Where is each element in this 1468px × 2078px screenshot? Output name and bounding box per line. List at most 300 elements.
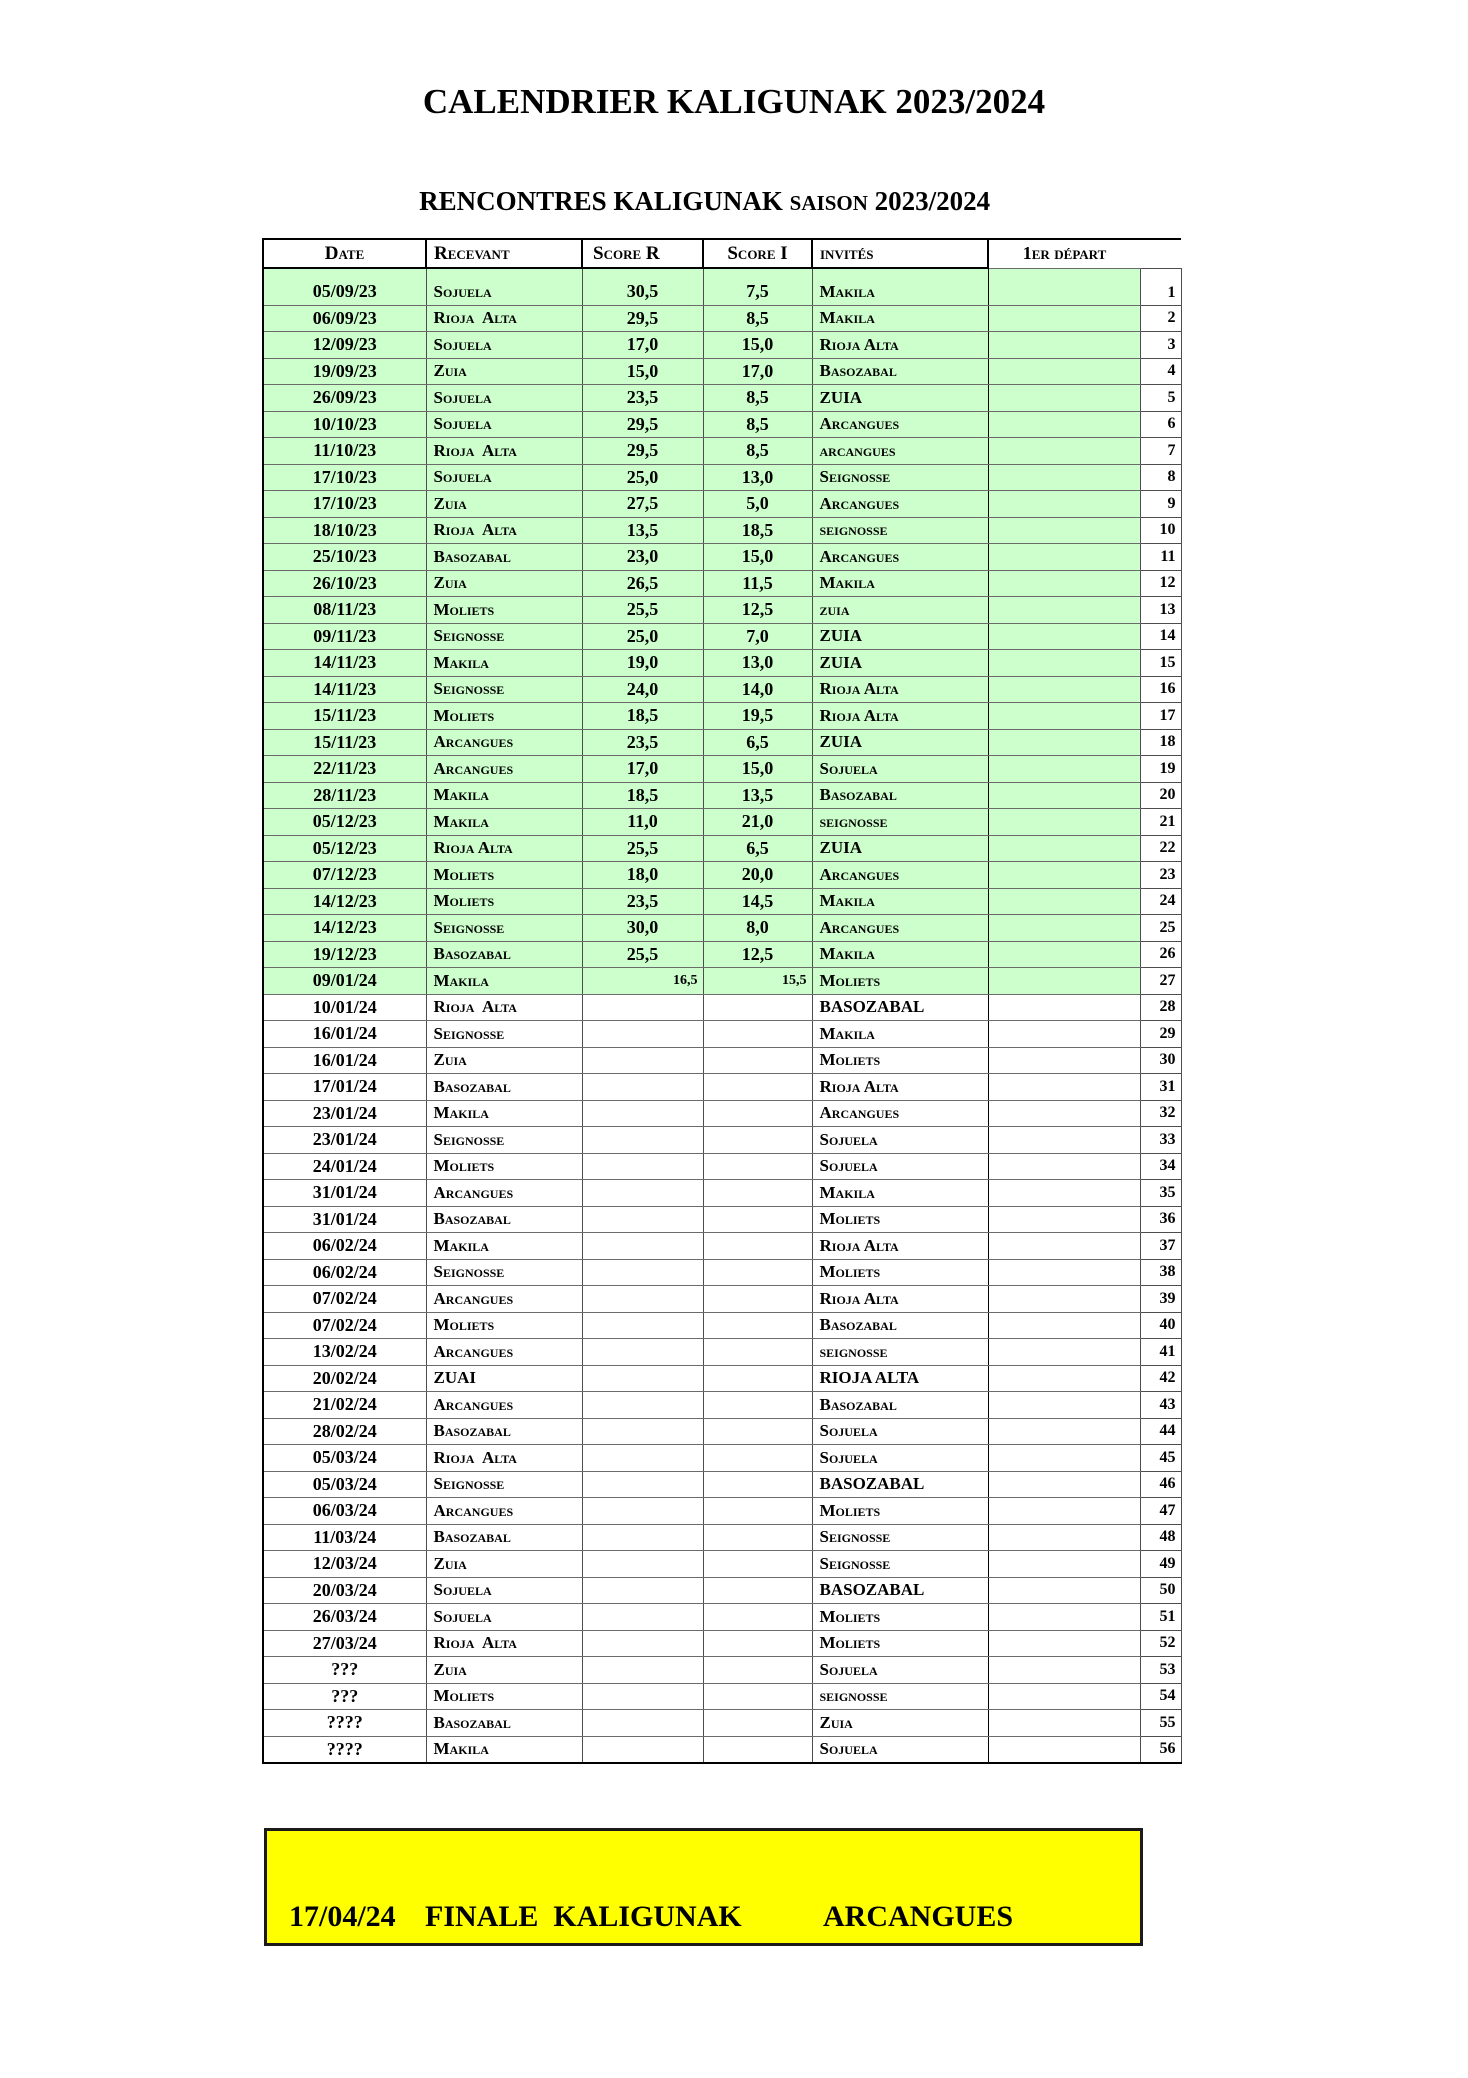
score-r-cell xyxy=(582,1074,703,1101)
match-rows xyxy=(263,268,1181,1763)
score-r-cell xyxy=(582,1736,703,1763)
recevant-cell: Sojuela xyxy=(426,268,582,305)
invite-cell: ZUIA xyxy=(812,385,988,412)
score-r-cell: 24,0 xyxy=(582,676,703,703)
premier-depart-cell xyxy=(988,756,1140,783)
invite-cell: Sojuela xyxy=(812,1418,988,1445)
recevant-cell: Rioja Alta xyxy=(426,1630,582,1657)
row-number-cell: 36 xyxy=(1140,1206,1181,1233)
match-row xyxy=(263,517,1181,544)
recevant-cell: Seignosse xyxy=(426,623,582,650)
recevant-cell: Seignosse xyxy=(426,1021,582,1048)
match-row xyxy=(263,782,1181,809)
invite-cell: Rioja Alta xyxy=(812,1074,988,1101)
match-row xyxy=(263,491,1181,518)
recevant-cell: Moliets xyxy=(426,1312,582,1339)
score-i-cell xyxy=(703,1100,812,1127)
score-i-cell: 5,0 xyxy=(703,491,812,518)
recevant-cell: Moliets xyxy=(426,703,582,730)
premier-depart-cell xyxy=(988,517,1140,544)
match-row xyxy=(263,1577,1181,1604)
score-r-cell: 25,5 xyxy=(582,597,703,624)
row-number-cell: 20 xyxy=(1140,782,1181,809)
match-row xyxy=(263,703,1181,730)
date-cell: 28/02/24 xyxy=(263,1418,426,1445)
premier-depart-cell xyxy=(988,305,1140,332)
row-number-cell: 47 xyxy=(1140,1498,1181,1525)
invite-cell: seignosse xyxy=(812,809,988,836)
invite-cell: Basozabal xyxy=(812,1312,988,1339)
premier-depart-cell xyxy=(988,623,1140,650)
row-number-cell: 45 xyxy=(1140,1445,1181,1472)
premier-depart-cell xyxy=(988,994,1140,1021)
premier-depart-cell xyxy=(988,862,1140,889)
premier-depart-cell xyxy=(988,491,1140,518)
score-i-cell: 12,5 xyxy=(703,597,812,624)
date-cell: 12/03/24 xyxy=(263,1551,426,1578)
row-number-cell: 48 xyxy=(1140,1524,1181,1551)
recevant-cell: Zuia xyxy=(426,570,582,597)
premier-depart-cell xyxy=(988,358,1140,385)
invite-cell: Basozabal xyxy=(812,358,988,385)
date-cell: 21/02/24 xyxy=(263,1392,426,1419)
match-row xyxy=(263,1021,1181,1048)
row-number-cell: 3 xyxy=(1140,332,1181,359)
invite-cell: Basozabal xyxy=(812,1392,988,1419)
premier-depart-cell xyxy=(988,1498,1140,1525)
score-r-cell xyxy=(582,1445,703,1472)
row-number-cell: 28 xyxy=(1140,994,1181,1021)
row-number-cell: 33 xyxy=(1140,1127,1181,1154)
premier-depart-cell xyxy=(988,941,1140,968)
match-row xyxy=(263,268,1181,305)
date-cell: 25/10/23 xyxy=(263,544,426,571)
premier-depart-cell xyxy=(988,332,1140,359)
score-r-cell xyxy=(582,1206,703,1233)
premier-depart-cell xyxy=(988,544,1140,571)
recevant-cell: Basozabal xyxy=(426,1418,582,1445)
premier-depart-cell xyxy=(988,650,1140,677)
recevant-cell: Sojuela xyxy=(426,1577,582,1604)
date-cell: 07/02/24 xyxy=(263,1286,426,1313)
subtitle-saison: SAISON xyxy=(789,191,868,215)
invite-cell: Makila xyxy=(812,888,988,915)
match-row xyxy=(263,941,1181,968)
date-cell: 24/01/24 xyxy=(263,1153,426,1180)
score-i-cell xyxy=(703,994,812,1021)
score-r-cell: 15,0 xyxy=(582,358,703,385)
row-number-cell: 10 xyxy=(1140,517,1181,544)
date-cell: 14/12/23 xyxy=(263,915,426,942)
date-cell: 23/01/24 xyxy=(263,1100,426,1127)
date-cell: 10/01/24 xyxy=(263,994,426,1021)
recevant-cell: Sojuela xyxy=(426,411,582,438)
score-r-cell: 23,5 xyxy=(582,385,703,412)
premier-depart-cell xyxy=(988,1630,1140,1657)
score-r-cell: 13,5 xyxy=(582,517,703,544)
recevant-cell: Arcangues xyxy=(426,1339,582,1366)
invite-cell: ZUIA xyxy=(812,729,988,756)
score-i-cell: 7,0 xyxy=(703,623,812,650)
date-cell: 06/02/24 xyxy=(263,1233,426,1260)
row-number-cell: 55 xyxy=(1140,1710,1181,1737)
invite-cell: Makila xyxy=(812,570,988,597)
score-r-cell xyxy=(582,1180,703,1207)
score-i-cell xyxy=(703,1736,812,1763)
score-r-cell xyxy=(582,1127,703,1154)
invite-cell: Basozabal xyxy=(812,782,988,809)
invite-cell: Seignosse xyxy=(812,1551,988,1578)
invite-cell: BASOZABAL xyxy=(812,1577,988,1604)
score-i-cell xyxy=(703,1524,812,1551)
date-cell: 28/11/23 xyxy=(263,782,426,809)
invite-cell: ZUIA xyxy=(812,650,988,677)
header-row xyxy=(263,239,1181,268)
date-cell: 22/11/23 xyxy=(263,756,426,783)
invite-cell: Moliets xyxy=(812,1604,988,1631)
score-r-cell xyxy=(582,1604,703,1631)
row-number-cell: 4 xyxy=(1140,358,1181,385)
score-r-cell: 19,0 xyxy=(582,650,703,677)
invite-cell: Rioja Alta xyxy=(812,1286,988,1313)
match-row xyxy=(263,1471,1181,1498)
match-row xyxy=(263,1445,1181,1472)
score-i-cell: 18,5 xyxy=(703,517,812,544)
invite-cell: Makila xyxy=(812,941,988,968)
score-r-cell: 18,5 xyxy=(582,703,703,730)
score-i-cell: 21,0 xyxy=(703,809,812,836)
score-r-cell xyxy=(582,1259,703,1286)
recevant-cell: Seignosse xyxy=(426,1127,582,1154)
date-cell: 31/01/24 xyxy=(263,1180,426,1207)
invite-cell: BASOZABAL xyxy=(812,994,988,1021)
premier-depart-cell xyxy=(988,1074,1140,1101)
match-row xyxy=(263,305,1181,332)
premier-depart-cell xyxy=(988,570,1140,597)
score-r-cell xyxy=(582,1551,703,1578)
header-score-i: Score I xyxy=(703,239,812,268)
score-r-cell: 25,5 xyxy=(582,941,703,968)
recevant-cell: Zuia xyxy=(426,1551,582,1578)
recevant-cell: Zuia xyxy=(426,1657,582,1684)
match-row xyxy=(263,1630,1181,1657)
premier-depart-cell xyxy=(988,1047,1140,1074)
match-row xyxy=(263,1736,1181,1763)
row-number-cell: 5 xyxy=(1140,385,1181,412)
score-r-cell: 30,5 xyxy=(582,268,703,305)
score-r-cell xyxy=(582,1498,703,1525)
date-cell: 08/11/23 xyxy=(263,597,426,624)
row-number-cell: 31 xyxy=(1140,1074,1181,1101)
recevant-cell: Basozabal xyxy=(426,1524,582,1551)
invite-cell: Moliets xyxy=(812,1498,988,1525)
match-row xyxy=(263,915,1181,942)
score-i-cell: 15,5 xyxy=(703,968,812,995)
recevant-cell: Moliets xyxy=(426,862,582,889)
date-cell: ??? xyxy=(263,1657,426,1684)
match-row xyxy=(263,1683,1181,1710)
score-r-cell xyxy=(582,1021,703,1048)
match-row xyxy=(263,1339,1181,1366)
recevant-cell: Makila xyxy=(426,1233,582,1260)
score-i-cell: 12,5 xyxy=(703,941,812,968)
row-number-cell: 30 xyxy=(1140,1047,1181,1074)
match-row xyxy=(263,1392,1181,1419)
recevant-cell: ZUAI xyxy=(426,1365,582,1392)
match-row xyxy=(263,385,1181,412)
score-r-cell: 18,5 xyxy=(582,782,703,809)
invite-cell: Rioja Alta xyxy=(812,676,988,703)
score-i-cell xyxy=(703,1630,812,1657)
match-row xyxy=(263,888,1181,915)
page-subtitle xyxy=(0,186,1409,217)
premier-depart-cell xyxy=(988,809,1140,836)
invite-cell: Arcangues xyxy=(812,544,988,571)
premier-depart-cell xyxy=(988,1445,1140,1472)
recevant-cell: Seignosse xyxy=(426,1471,582,1498)
match-row xyxy=(263,862,1181,889)
score-i-cell xyxy=(703,1604,812,1631)
score-r-cell xyxy=(582,1392,703,1419)
score-i-cell: 8,5 xyxy=(703,438,812,465)
recevant-cell: Sojuela xyxy=(426,1604,582,1631)
premier-depart-cell xyxy=(988,1100,1140,1127)
premier-depart-cell xyxy=(988,915,1140,942)
score-r-cell xyxy=(582,1683,703,1710)
date-cell: 11/10/23 xyxy=(263,438,426,465)
match-row xyxy=(263,623,1181,650)
premier-depart-cell xyxy=(988,835,1140,862)
match-row xyxy=(263,1127,1181,1154)
premier-depart-cell xyxy=(988,1286,1140,1313)
subtitle-main: RENCONTRES KALIGUNAK xyxy=(419,186,783,216)
premier-depart-cell xyxy=(988,888,1140,915)
subtitle-year: 2023/2024 xyxy=(874,186,991,216)
row-number-cell: 17 xyxy=(1140,703,1181,730)
premier-depart-cell xyxy=(988,1206,1140,1233)
score-r-cell: 25,0 xyxy=(582,464,703,491)
score-i-cell xyxy=(703,1392,812,1419)
invite-cell: BASOZABAL xyxy=(812,1471,988,1498)
match-table-container xyxy=(262,238,1182,1764)
date-cell: 14/12/23 xyxy=(263,888,426,915)
score-r-cell: 11,0 xyxy=(582,809,703,836)
premier-depart-cell xyxy=(988,782,1140,809)
score-i-cell xyxy=(703,1683,812,1710)
score-i-cell: 14,5 xyxy=(703,888,812,915)
premier-depart-cell xyxy=(988,1153,1140,1180)
invite-cell: Sojuela xyxy=(812,756,988,783)
premier-depart-cell xyxy=(988,1577,1140,1604)
invite-cell: Seignosse xyxy=(812,464,988,491)
score-r-cell: 16,5 xyxy=(582,968,703,995)
score-i-cell: 7,5 xyxy=(703,268,812,305)
row-number-cell: 34 xyxy=(1140,1153,1181,1180)
header-score-r: Score R xyxy=(582,239,703,268)
recevant-cell: Moliets xyxy=(426,1153,582,1180)
score-i-cell xyxy=(703,1418,812,1445)
match-row xyxy=(263,544,1181,571)
score-r-cell xyxy=(582,1153,703,1180)
finale-label: FINALE KALIGUNAK xyxy=(425,1900,742,1933)
row-number-cell: 41 xyxy=(1140,1339,1181,1366)
row-number-cell: 13 xyxy=(1140,597,1181,624)
score-i-cell xyxy=(703,1021,812,1048)
recevant-cell: Zuia xyxy=(426,491,582,518)
date-cell: ??? xyxy=(263,1683,426,1710)
recevant-cell: Basozabal xyxy=(426,544,582,571)
date-cell: 12/09/23 xyxy=(263,332,426,359)
score-i-cell xyxy=(703,1127,812,1154)
date-cell: 05/03/24 xyxy=(263,1471,426,1498)
date-cell: 14/11/23 xyxy=(263,650,426,677)
score-i-cell xyxy=(703,1445,812,1472)
score-r-cell xyxy=(582,1233,703,1260)
recevant-cell: Arcangues xyxy=(426,729,582,756)
invite-cell: Makila xyxy=(812,1180,988,1207)
score-i-cell: 6,5 xyxy=(703,729,812,756)
score-r-cell: 23,5 xyxy=(582,729,703,756)
date-cell: 13/02/24 xyxy=(263,1339,426,1366)
row-number-cell: 50 xyxy=(1140,1577,1181,1604)
premier-depart-cell xyxy=(988,1127,1140,1154)
invite-cell: Moliets xyxy=(812,1206,988,1233)
row-number-cell: 23 xyxy=(1140,862,1181,889)
score-i-cell xyxy=(703,1551,812,1578)
match-row xyxy=(263,1286,1181,1313)
match-row xyxy=(263,1524,1181,1551)
score-i-cell xyxy=(703,1710,812,1737)
score-i-cell: 15,0 xyxy=(703,544,812,571)
recevant-cell: Rioja Alta xyxy=(426,1445,582,1472)
date-cell: 18/10/23 xyxy=(263,517,426,544)
row-number-cell: 1 xyxy=(1140,268,1181,305)
premier-depart-cell xyxy=(988,1392,1140,1419)
invite-cell: Moliets xyxy=(812,1047,988,1074)
header-date: Date xyxy=(263,239,426,268)
date-cell: 26/09/23 xyxy=(263,385,426,412)
finale-date: 17/04/24 xyxy=(289,1900,396,1933)
premier-depart-cell xyxy=(988,438,1140,465)
date-cell: 17/10/23 xyxy=(263,491,426,518)
row-number-cell: 22 xyxy=(1140,835,1181,862)
score-i-cell xyxy=(703,1471,812,1498)
row-number-cell: 39 xyxy=(1140,1286,1181,1313)
score-r-cell: 29,5 xyxy=(582,411,703,438)
match-row xyxy=(263,1365,1181,1392)
premier-depart-cell xyxy=(988,1471,1140,1498)
match-row xyxy=(263,676,1181,703)
recevant-cell: Zuia xyxy=(426,1047,582,1074)
recevant-cell: Makila xyxy=(426,809,582,836)
recevant-cell: Sojuela xyxy=(426,385,582,412)
score-r-cell xyxy=(582,1100,703,1127)
date-cell: ???? xyxy=(263,1736,426,1763)
invite-cell: Zuia xyxy=(812,1710,988,1737)
match-row xyxy=(263,1259,1181,1286)
row-number-cell: 37 xyxy=(1140,1233,1181,1260)
recevant-cell: Rioja Alta xyxy=(426,517,582,544)
invite-cell: Arcangues xyxy=(812,1100,988,1127)
finale-venue: ARCANGUES xyxy=(823,1900,1014,1933)
score-r-cell xyxy=(582,1047,703,1074)
date-cell: 11/03/24 xyxy=(263,1524,426,1551)
score-i-cell xyxy=(703,1180,812,1207)
date-cell: 17/01/24 xyxy=(263,1074,426,1101)
match-row xyxy=(263,1551,1181,1578)
score-i-cell xyxy=(703,1233,812,1260)
row-number-cell: 53 xyxy=(1140,1657,1181,1684)
invite-cell: seignosse xyxy=(812,1339,988,1366)
row-number-cell: 38 xyxy=(1140,1259,1181,1286)
date-cell: 20/03/24 xyxy=(263,1577,426,1604)
score-r-cell: 25,5 xyxy=(582,835,703,862)
invite-cell: Moliets xyxy=(812,1630,988,1657)
row-number-cell: 6 xyxy=(1140,411,1181,438)
score-i-cell: 8,0 xyxy=(703,915,812,942)
premier-depart-cell xyxy=(988,464,1140,491)
invite-cell: Sojuela xyxy=(812,1445,988,1472)
match-row xyxy=(263,650,1181,677)
recevant-cell: Seignosse xyxy=(426,676,582,703)
row-number-cell: 11 xyxy=(1140,544,1181,571)
match-table xyxy=(262,238,1182,1764)
premier-depart-cell xyxy=(988,597,1140,624)
score-i-cell xyxy=(703,1286,812,1313)
date-cell: 09/01/24 xyxy=(263,968,426,995)
score-i-cell: 8,5 xyxy=(703,411,812,438)
finale-banner xyxy=(264,1828,1143,1946)
premier-depart-cell xyxy=(988,1365,1140,1392)
premier-depart-cell xyxy=(988,1736,1140,1763)
score-r-cell xyxy=(582,1365,703,1392)
invite-cell: zuia xyxy=(812,597,988,624)
date-cell: 31/01/24 xyxy=(263,1206,426,1233)
score-i-cell xyxy=(703,1047,812,1074)
recevant-cell: Moliets xyxy=(426,888,582,915)
date-cell: ???? xyxy=(263,1710,426,1737)
score-r-cell: 17,0 xyxy=(582,332,703,359)
row-number-cell: 46 xyxy=(1140,1471,1181,1498)
score-i-cell xyxy=(703,1365,812,1392)
score-r-cell: 27,5 xyxy=(582,491,703,518)
premier-depart-cell xyxy=(988,1418,1140,1445)
invite-cell: Arcangues xyxy=(812,862,988,889)
row-number-cell: 9 xyxy=(1140,491,1181,518)
match-row xyxy=(263,1710,1181,1737)
score-i-cell xyxy=(703,1153,812,1180)
row-number-cell: 29 xyxy=(1140,1021,1181,1048)
recevant-cell: Makila xyxy=(426,782,582,809)
row-number-cell: 54 xyxy=(1140,1683,1181,1710)
match-row xyxy=(263,1657,1181,1684)
page-title: CALENDRIER KALIGUNAK 2023/2024 xyxy=(422,82,1046,121)
date-cell: 06/02/24 xyxy=(263,1259,426,1286)
date-cell: 26/10/23 xyxy=(263,570,426,597)
score-r-cell xyxy=(582,1471,703,1498)
row-number-cell: 21 xyxy=(1140,809,1181,836)
match-row xyxy=(263,968,1181,995)
match-row xyxy=(263,1498,1181,1525)
match-row xyxy=(263,1180,1181,1207)
recevant-cell: Arcangues xyxy=(426,1286,582,1313)
row-number-cell: 24 xyxy=(1140,888,1181,915)
match-row xyxy=(263,1100,1181,1127)
score-r-cell xyxy=(582,1418,703,1445)
header-row-number xyxy=(1140,239,1181,268)
recevant-cell: Basozabal xyxy=(426,941,582,968)
premier-depart-cell xyxy=(988,1710,1140,1737)
